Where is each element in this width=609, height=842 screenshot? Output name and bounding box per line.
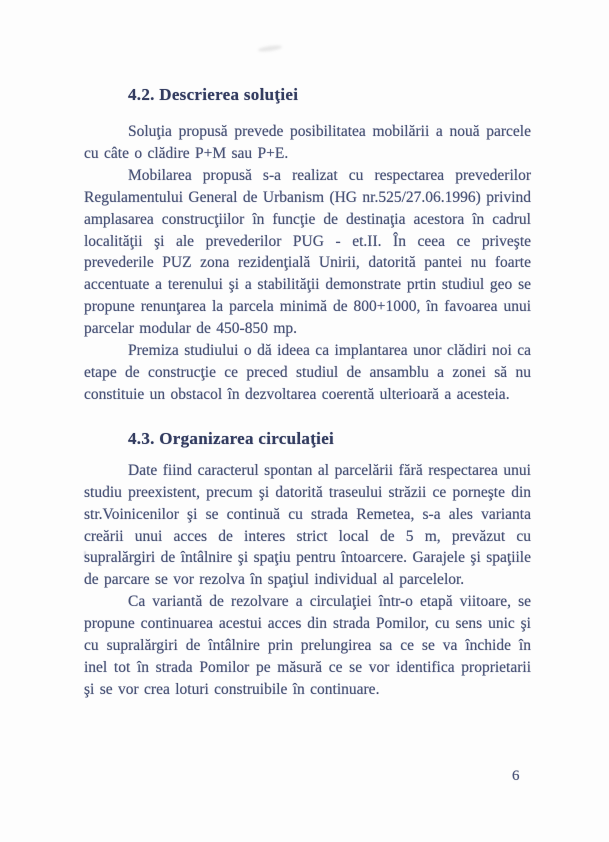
section-heading-4-3: 4.3. Organizarea circulaţiei xyxy=(128,428,335,448)
section-descrierea-solutiei xyxy=(84,84,531,406)
paragraph: Premiza studiului o dă ideea ca implantarea unor clădiri noi ca etape de construcţie ce preced studiul de ansamblu a zonei să nu constituie un obstacol în dezvoltarea coerentă ulterioară a acesteia. xyxy=(84,342,531,403)
paragraph: Date fiind caracterul spontan al parcelării fără respectarea unui studiu preexistent, precum şi datorită traseului străzii ce porneşte din str.Voinicenilor şi se continuă cu strada Remetea, s-a ales varianta creării unui acces de interes strict local de 5 m, prevăzut cu supralărgiri de întâlnire şi spaţiu pentru întoarcere. Garajele şi spaţiile de parcare se vor rezolva în spaţiul individual al parcelelor. xyxy=(84,461,531,589)
paragraph: Mobilarea propusă s-a realizat cu respectarea prevederilor Regulamentului General de Urbanism (HG nr.525/27.06.1996) privind amplasarea construcţiilor în funcţie de destinaţia acestora în cadrul localităţii şi ale prevederilor PUG - et.II. În ceea ce priveşte prevederile PUZ zona rezidenţială Unirii, datorită pantei nu foarte accentuate a terenului şi a stabilităţii demonstrate prtin studiul geo se propune renunţarea la parcela minimă de 800+1000, în favoarea unui parcelar modular de 450-850 mp. xyxy=(84,166,531,338)
scan-smudge-artifact xyxy=(258,44,282,52)
page-content xyxy=(84,84,531,701)
section-organizarea-circulatiei xyxy=(84,428,531,701)
page-number: 6 xyxy=(512,768,520,784)
paragraph: Soluţia propusă prevede posibilitatea mobilării a nouă parcele cu câte o clădire P+M sau P+E. xyxy=(84,123,531,162)
section-heading-4-2: 4.2. Descrierea soluţiei xyxy=(128,85,299,104)
paragraph: Ca variantă de rezolvare a circulaţiei într-o etapă viitoare, se propune continuarea acestui acces din strada Pomilor, cu sens unic şi cu supralărgiri de întâlnire prin prelungirea sa ce se va închide în inel tot în strada Pomilor pe măsură ce se vor identifica proprietarii şi se vor crea loturi construibile în continuare. xyxy=(84,593,531,698)
